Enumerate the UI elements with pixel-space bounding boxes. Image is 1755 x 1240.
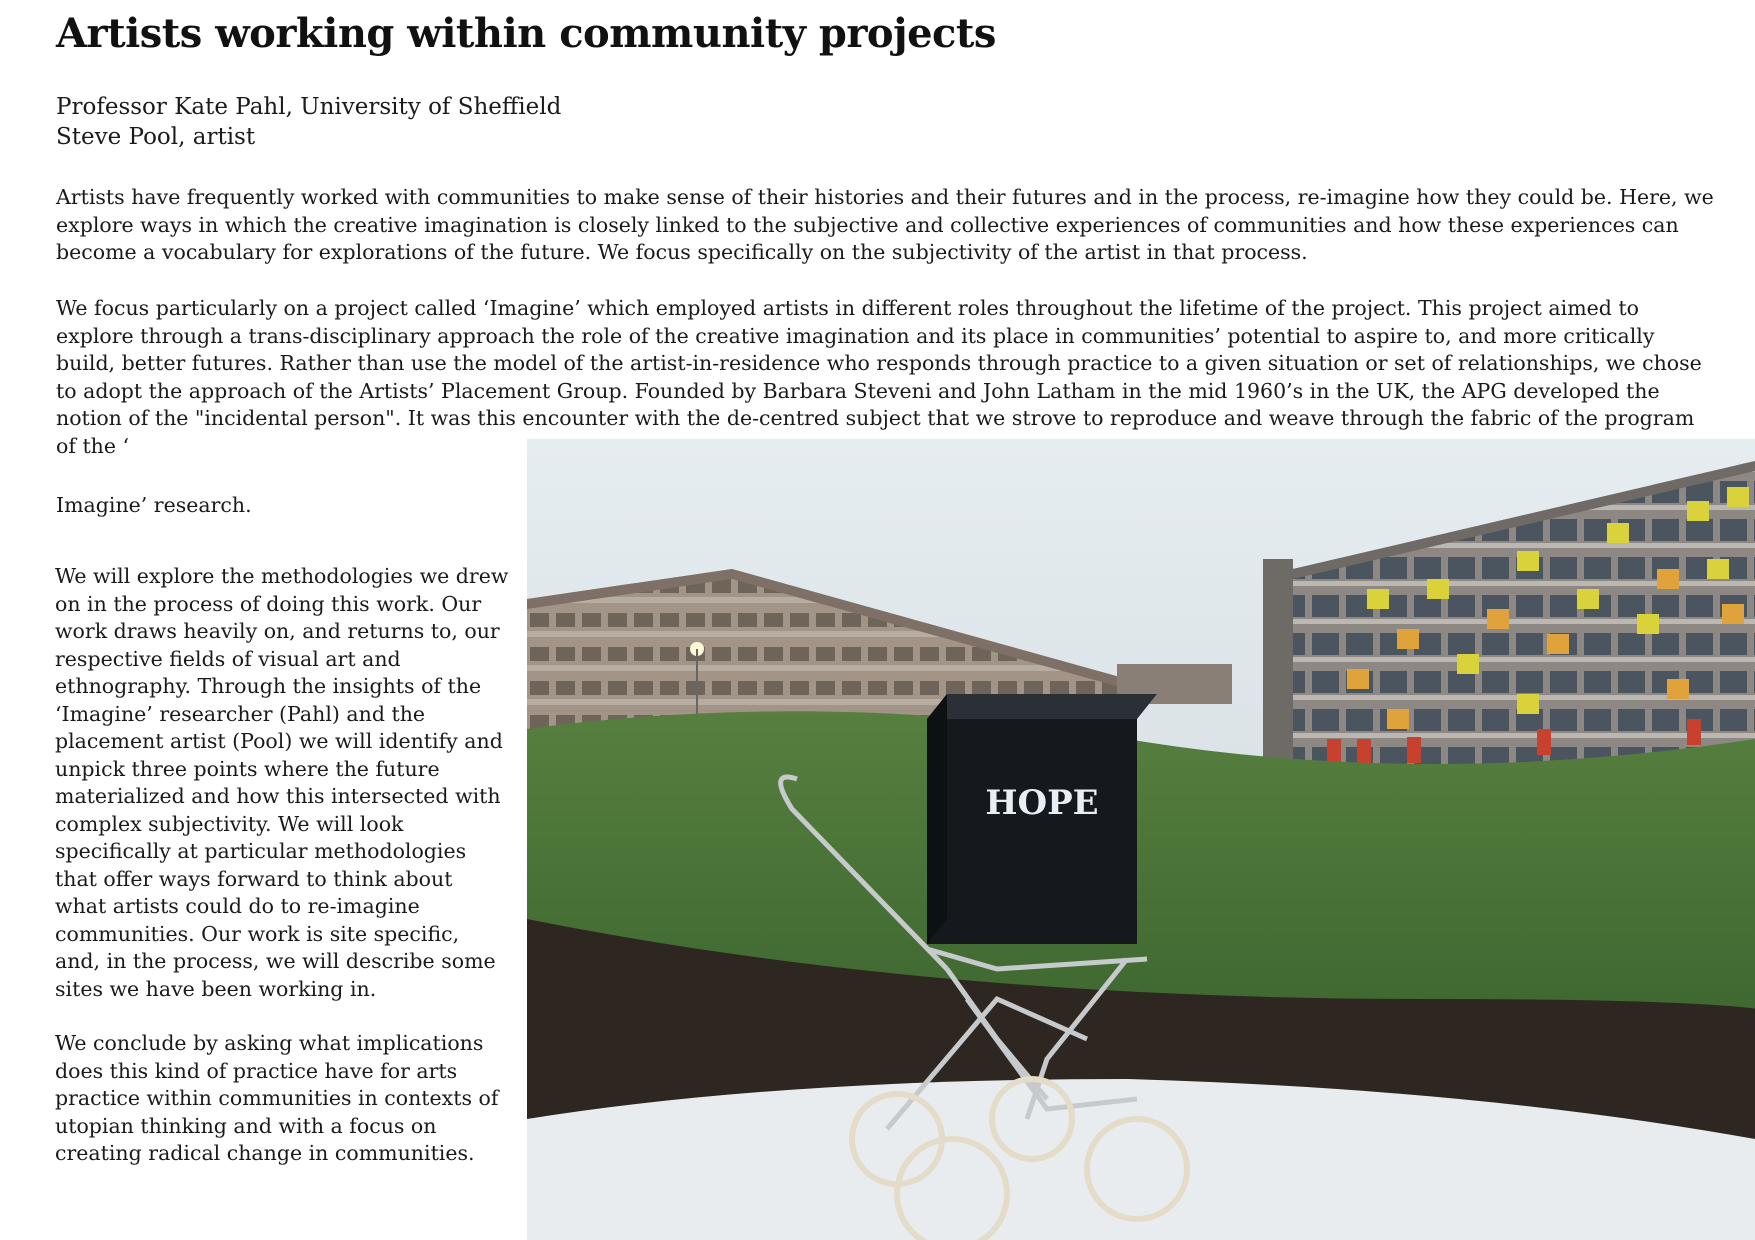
- author-list: [56, 92, 561, 152]
- page-title: Artists working within community projects: [56, 10, 996, 57]
- intro-paragraph: Artists have frequently worked with communities to make sense of their histories and their futures and in the process, re-imagine how they could be. Here, we explore ways in which the creative imagination is closely linked to the subjective and collective experiences of communities and how these experiences can become a vocabulary for explorations of the future. We focus specifically on the subjectivity of the artist in that process.: [56, 185, 1714, 264]
- author-line: Professor Kate Pahl, University of Sheffield: [56, 94, 562, 120]
- box-label: HOPE: [985, 783, 1099, 823]
- hope-pram-photo: [527, 439, 1755, 1240]
- project-paragraph-end: Imagine’ research.: [56, 493, 252, 517]
- author-line: Steve Pool, artist: [56, 124, 256, 150]
- conclusion-paragraph: We conclude by asking what implications does this kind of practice have for arts practice within communities in contexts of utopian thinking and with a focus on creating radical change in communities.: [55, 1031, 499, 1165]
- methods-paragraph: We will explore the methodologies we drew on in the process of doing this work. Our work draws heavily on, and returns to, our respective fields of visual art and ethnography. Through the insights of the ‘Imagine’ researcher (Pahl) and the placement artist (Pool) we will identify and unpick three points where the future materialized and how this intersected with complex subjectivity. We will look specifically at particular methodologies that offer ways forward to think about what artists could do to re-imagine communities. Our work is site specific, and, in the process, we will describe some sites we have been working in.: [55, 564, 509, 1001]
- hope-box: [927, 694, 1157, 944]
- stair-tower: [1263, 559, 1293, 774]
- project-paragraph: We focus particularly on a project called ‘Imagine’ which employed artists in different roles throughout the lifetime of the project. This project aimed to explore through a trans-disciplinary approach the role of the creative imagination and its place in communities’ potential to aspire to, and more critically build, better futures. Rather than use the model of the artist-in-residence who responds through practice to a given situation or set of relationships, we chose to adopt the approach of the Artists’ Placement Group. Founded by Barbara Steveni and John Latham in the mid 1960’s in the UK, the APG developed the notion of the "incidental person". It was this encounter with the de-centred subject that we strove to reproduce and weave through the fabric of the program of the ‘: [56, 296, 1702, 458]
